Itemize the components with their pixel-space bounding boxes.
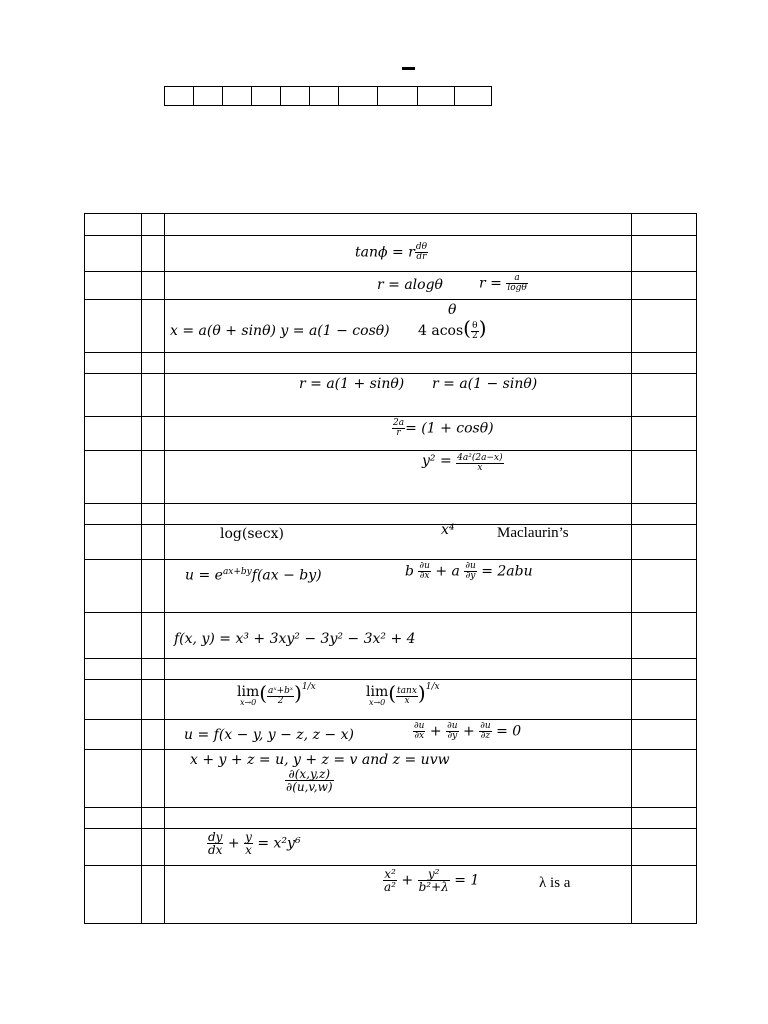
conic-equation: $\frac{2a}{r}$ = (1 + cosθ) [393, 418, 494, 438]
table-row [85, 417, 697, 451]
question-cell [165, 417, 632, 451]
cardioid-1: r = a(1 + sinθ) [299, 376, 405, 392]
polar-tan-formula: tanϕ = r $\frac{d\theta}{dr}$ [355, 242, 428, 262]
reg-box [455, 87, 491, 105]
reg-box [339, 87, 378, 105]
question-cell [165, 680, 632, 720]
question-cell [165, 829, 632, 866]
reg-box [194, 87, 223, 105]
extrema-function: f(x, y) = x³ + 3xy² − 3y² − 3x² + 4 [174, 631, 416, 647]
table-row [85, 808, 697, 829]
reg-box [281, 87, 310, 105]
register-number-boxes [164, 86, 492, 106]
table-row [85, 525, 697, 560]
maclaurin-label: Maclaurin’s [497, 525, 569, 541]
question-cell [165, 300, 632, 353]
question-cell [165, 272, 632, 300]
reg-box [378, 87, 418, 105]
log-secx: log(secx) [220, 526, 284, 542]
limit-2: lim x→0 ( $\frac{\tan x}{x}$ )$^{1/x}$ [366, 681, 440, 707]
theta-symbol: θ [448, 302, 457, 318]
title-dash [402, 67, 415, 70]
table-row [85, 353, 697, 374]
table-row [85, 680, 697, 720]
curve-equation-2: r = $\frac{a}{\log\theta}$ [479, 273, 527, 293]
question-cell [165, 522, 632, 560]
table-row [85, 272, 697, 300]
question-cell [165, 613, 632, 659]
table-row [85, 300, 697, 353]
pde-equation: b $\frac{\partial u}{\partial x}$ + a $\frac{\partial u}{\partial y}$ = 2abu [405, 561, 533, 581]
question-cell [165, 560, 632, 613]
table-row [85, 504, 697, 525]
cardioid-2: r = a(1 − sinθ) [432, 376, 538, 392]
question-cell [165, 866, 632, 924]
reg-box [418, 87, 455, 105]
table-row [85, 866, 697, 924]
curve-equation-1: r = alogθ [377, 277, 443, 293]
reg-box [223, 87, 252, 105]
confocal-conics: $\frac{\text{x²}}{\text{a²}}$ + $\frac{\text{y²}}{\text{b²+λ}}$ = 1 [384, 867, 480, 894]
table-row [85, 613, 697, 659]
table-row [85, 560, 697, 613]
acos-expression: 4 acos( $\frac{\theta}{2}$ ) [418, 316, 487, 341]
question-cell [165, 374, 632, 417]
table-row [85, 451, 697, 504]
limit-1: lim x→0 ( $\frac{\text{aˣ+bˣ}}{2}$ )$^{1/x}$ [237, 681, 316, 707]
question-cell [165, 236, 632, 272]
lambda-label: λ is a [539, 875, 571, 891]
table-row [85, 720, 697, 750]
table-row [85, 829, 697, 866]
table-row [85, 659, 697, 680]
reg-box [165, 87, 194, 105]
cycloid-equations: x = a(θ + sinθ) y = a(1 − cosθ) [170, 323, 390, 339]
u-function: u = f(x − y, y − z, z − x) [184, 727, 354, 743]
x-power-4: x⁴ [441, 522, 455, 538]
table-row [85, 214, 697, 236]
sum-of-partials: $\frac{\partial u}{\partial x}$ + $\frac{\partial u}{\partial y}$ + $\frac{\partial u}{\partial z}$ = 0 [414, 721, 522, 741]
question-table [84, 213, 697, 924]
question-cell [165, 750, 632, 808]
table-row [85, 750, 697, 808]
reg-box [252, 87, 281, 105]
question-cell [165, 720, 632, 750]
table-row [85, 374, 697, 417]
cissoid-equation: y² = $\frac{\text{4a²(2a−x)}}{x}$ [422, 453, 503, 473]
u-definition: $u = e^{ax+by}f(ax - by)$ [185, 567, 322, 584]
jacobian-fraction: $\frac{\partial(x,y,z)}{\partial(u,v,w)}$ [286, 767, 333, 794]
transformation-equations: x + y + z = u, y + z = v and z = uvw [190, 752, 450, 768]
question-cell [165, 451, 632, 504]
bernoulli-equation: $\frac{dy}{dx}$ + $\frac{y}{x}$ = x²y⁶ [208, 830, 301, 857]
table-row [85, 236, 697, 272]
reg-box [310, 87, 339, 105]
